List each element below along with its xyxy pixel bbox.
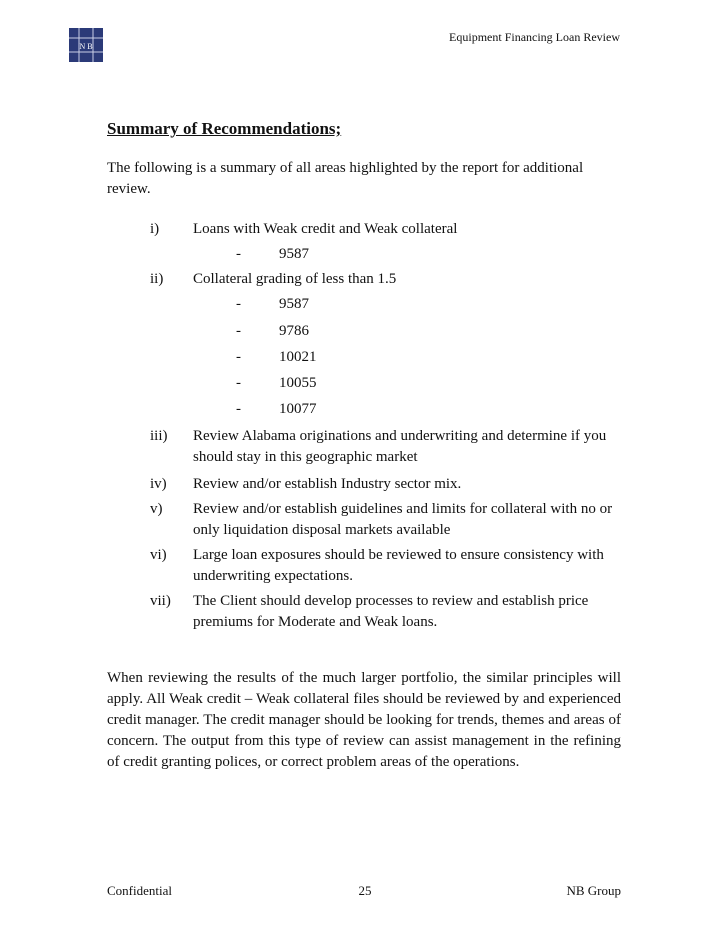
loan-id: 10077: [279, 401, 317, 417]
recommendation-text: Loans with Weak credit and Weak collateral: [193, 221, 458, 237]
recommendation-text: Collateral grading of less than 1.5: [193, 271, 397, 287]
recommendation-number: v): [150, 501, 163, 517]
recommendation-text: Review and/or establish Industry sector mix.: [193, 476, 462, 492]
bullet-dash: -: [236, 246, 241, 262]
loan-id: 10055: [279, 375, 317, 391]
recommendation-text: Large loan exposures should be reviewed to ensure consistency with underwriting expectations.: [193, 547, 604, 584]
recommendation-text: Review Alabama originations and underwriting and determine if you should stay in this geographic market: [193, 428, 607, 465]
footer-confidential: Confidential: [107, 883, 172, 898]
footer-company: NB Group: [566, 883, 621, 898]
bullet-dash: -: [236, 375, 241, 391]
closing-paragraph: When reviewing the results of the much larger portfolio, the similar principles will apply. All Weak credit – Weak collateral files should be reviewed by and experienced credit manager. The credit manager should be looking for trends, themes and areas of concern. The output from this type of review can assist management in the refining of credit granting polices, or correct problem areas of the operations.: [107, 670, 621, 770]
recommendation-number: iv): [150, 476, 167, 492]
recommendation-number: vi): [150, 547, 167, 563]
recommendation-number: vii): [150, 593, 171, 609]
recommendation-number: i): [150, 221, 160, 237]
recommendation-number: ii): [150, 271, 164, 287]
section-heading: Summary of Recommendations;: [107, 119, 342, 138]
company-logo: [69, 28, 103, 62]
bullet-dash: -: [236, 349, 241, 365]
bullet-dash: -: [236, 323, 241, 339]
recommendation-text: Review and/or establish guidelines and limits for collateral with no or only liquidation disposal markets available: [193, 501, 613, 538]
intro-paragraph: The following is a summary of all areas highlighted by the report for additional review.: [107, 160, 584, 197]
recommendation-number: iii): [150, 428, 168, 444]
footer-page-number: 25: [358, 883, 372, 898]
bullet-dash: -: [236, 401, 241, 417]
document-header-title: Equipment Financing Loan Review: [449, 30, 620, 44]
loan-id: 9786: [279, 323, 309, 339]
loan-id: 9587: [279, 296, 309, 312]
recommendation-text: The Client should develop processes to review and establish price premiums for Moderate and Weak loans.: [193, 593, 589, 630]
loan-id: 9587: [279, 246, 309, 262]
logo-icon: [69, 28, 103, 62]
loan-id: 10021: [279, 349, 317, 365]
logo-text: N B: [79, 42, 93, 51]
bullet-dash: -: [236, 296, 241, 312]
